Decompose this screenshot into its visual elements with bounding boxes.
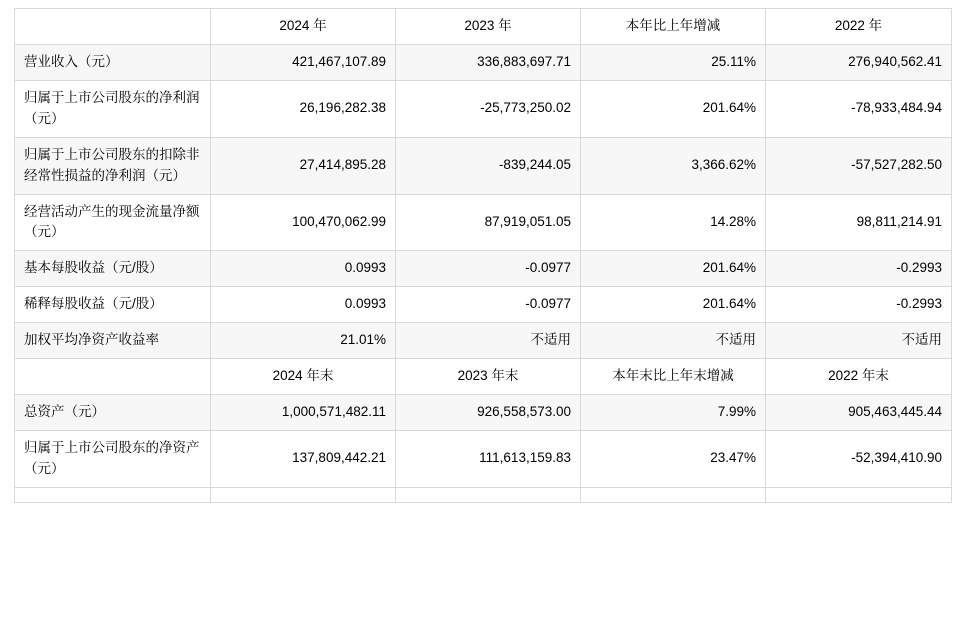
cell-total-assets-2023: 926,558,573.00 bbox=[396, 395, 581, 431]
cell-adjusted-net-profit-2023: -839,244.05 bbox=[396, 137, 581, 194]
spacer-cell-3 bbox=[581, 487, 766, 502]
table-row bbox=[15, 137, 952, 194]
row-label-basic-eps: 基本每股收益（元/股） bbox=[15, 251, 211, 287]
cell-operating-cash-flow-change: 14.28% bbox=[581, 194, 766, 251]
cell-adjusted-net-profit-change: 3,366.62% bbox=[581, 137, 766, 194]
cell-adjusted-net-profit-2022: -57,527,282.50 bbox=[766, 137, 952, 194]
table-footer-spacer-row bbox=[15, 487, 952, 502]
row-label-revenue: 营业收入（元） bbox=[15, 44, 211, 80]
cell-operating-cash-flow-2024: 100,470,062.99 bbox=[211, 194, 396, 251]
cell-net-assets-2022: -52,394,410.90 bbox=[766, 430, 952, 487]
cell-diluted-eps-2023: -0.0977 bbox=[396, 287, 581, 323]
cell-roe-change: 不适用 bbox=[581, 323, 766, 359]
cell-operating-cash-flow-2022: 98,811,214.91 bbox=[766, 194, 952, 251]
spacer-cell-0 bbox=[15, 487, 211, 502]
cell-net-profit-2024: 26,196,282.38 bbox=[211, 80, 396, 137]
cell-total-assets-2024: 1,000,571,482.11 bbox=[211, 395, 396, 431]
cell-adjusted-net-profit-2024: 27,414,895.28 bbox=[211, 137, 396, 194]
table-header-cell-year-2023: 2023 年 bbox=[396, 9, 581, 45]
cell-basic-eps-2022: -0.2993 bbox=[766, 251, 952, 287]
cell-operating-cash-flow-2023: 87,919,051.05 bbox=[396, 194, 581, 251]
row-label-total-assets: 总资产（元） bbox=[15, 395, 211, 431]
cell-net-profit-change: 201.64% bbox=[581, 80, 766, 137]
table-header-cell-blank-2 bbox=[15, 359, 211, 395]
table-row bbox=[15, 194, 952, 251]
cell-net-profit-2023: -25,773,250.02 bbox=[396, 80, 581, 137]
cell-roe-2022: 不适用 bbox=[766, 323, 952, 359]
cell-net-assets-change: 23.47% bbox=[581, 430, 766, 487]
row-label-net-assets: 归属于上市公司股东的净资产（元） bbox=[15, 430, 211, 487]
table-header-cell-year-end-change: 本年末比上年末增减 bbox=[581, 359, 766, 395]
cell-net-assets-2024: 137,809,442.21 bbox=[211, 430, 396, 487]
cell-revenue-2023: 336,883,697.71 bbox=[396, 44, 581, 80]
table-header-cell-year-end-2022: 2022 年末 bbox=[766, 359, 952, 395]
table-row bbox=[15, 323, 952, 359]
row-label-adjusted-net-profit: 归属于上市公司股东的扣除非经常性损益的净利润（元） bbox=[15, 137, 211, 194]
row-label-operating-cash-flow: 经营活动产生的现金流量净额（元） bbox=[15, 194, 211, 251]
cell-revenue-change: 25.11% bbox=[581, 44, 766, 80]
table-header-row-period-end bbox=[15, 359, 952, 395]
cell-net-profit-2022: -78,933,484.94 bbox=[766, 80, 952, 137]
financial-summary-table bbox=[14, 8, 952, 503]
cell-total-assets-2022: 905,463,445.44 bbox=[766, 395, 952, 431]
cell-total-assets-change: 7.99% bbox=[581, 395, 766, 431]
cell-roe-2024: 21.01% bbox=[211, 323, 396, 359]
table-row bbox=[15, 80, 952, 137]
spacer-cell-1 bbox=[211, 487, 396, 502]
spacer-cell-2 bbox=[396, 487, 581, 502]
table-header-cell-year-2024: 2024 年 bbox=[211, 9, 396, 45]
cell-basic-eps-change: 201.64% bbox=[581, 251, 766, 287]
table-header-row bbox=[15, 9, 952, 45]
cell-net-assets-2023: 111,613,159.83 bbox=[396, 430, 581, 487]
cell-basic-eps-2024: 0.0993 bbox=[211, 251, 396, 287]
cell-revenue-2022: 276,940,562.41 bbox=[766, 44, 952, 80]
row-label-net-profit: 归属于上市公司股东的净利润（元） bbox=[15, 80, 211, 137]
table-row bbox=[15, 430, 952, 487]
table-row bbox=[15, 287, 952, 323]
cell-diluted-eps-2024: 0.0993 bbox=[211, 287, 396, 323]
cell-revenue-2024: 421,467,107.89 bbox=[211, 44, 396, 80]
row-label-roe: 加权平均净资产收益率 bbox=[15, 323, 211, 359]
table-header-cell-year-2022: 2022 年 bbox=[766, 9, 952, 45]
table-row bbox=[15, 44, 952, 80]
table-header-cell-blank bbox=[15, 9, 211, 45]
table-row bbox=[15, 251, 952, 287]
row-label-diluted-eps: 稀释每股收益（元/股） bbox=[15, 287, 211, 323]
cell-roe-2023: 不适用 bbox=[396, 323, 581, 359]
spacer-cell-4 bbox=[766, 487, 952, 502]
cell-basic-eps-2023: -0.0977 bbox=[396, 251, 581, 287]
table-header-cell-year-end-2023: 2023 年末 bbox=[396, 359, 581, 395]
table-row bbox=[15, 395, 952, 431]
table-header-cell-year-end-2024: 2024 年末 bbox=[211, 359, 396, 395]
cell-diluted-eps-change: 201.64% bbox=[581, 287, 766, 323]
cell-diluted-eps-2022: -0.2993 bbox=[766, 287, 952, 323]
table-header-cell-yoy-change: 本年比上年增减 bbox=[581, 9, 766, 45]
